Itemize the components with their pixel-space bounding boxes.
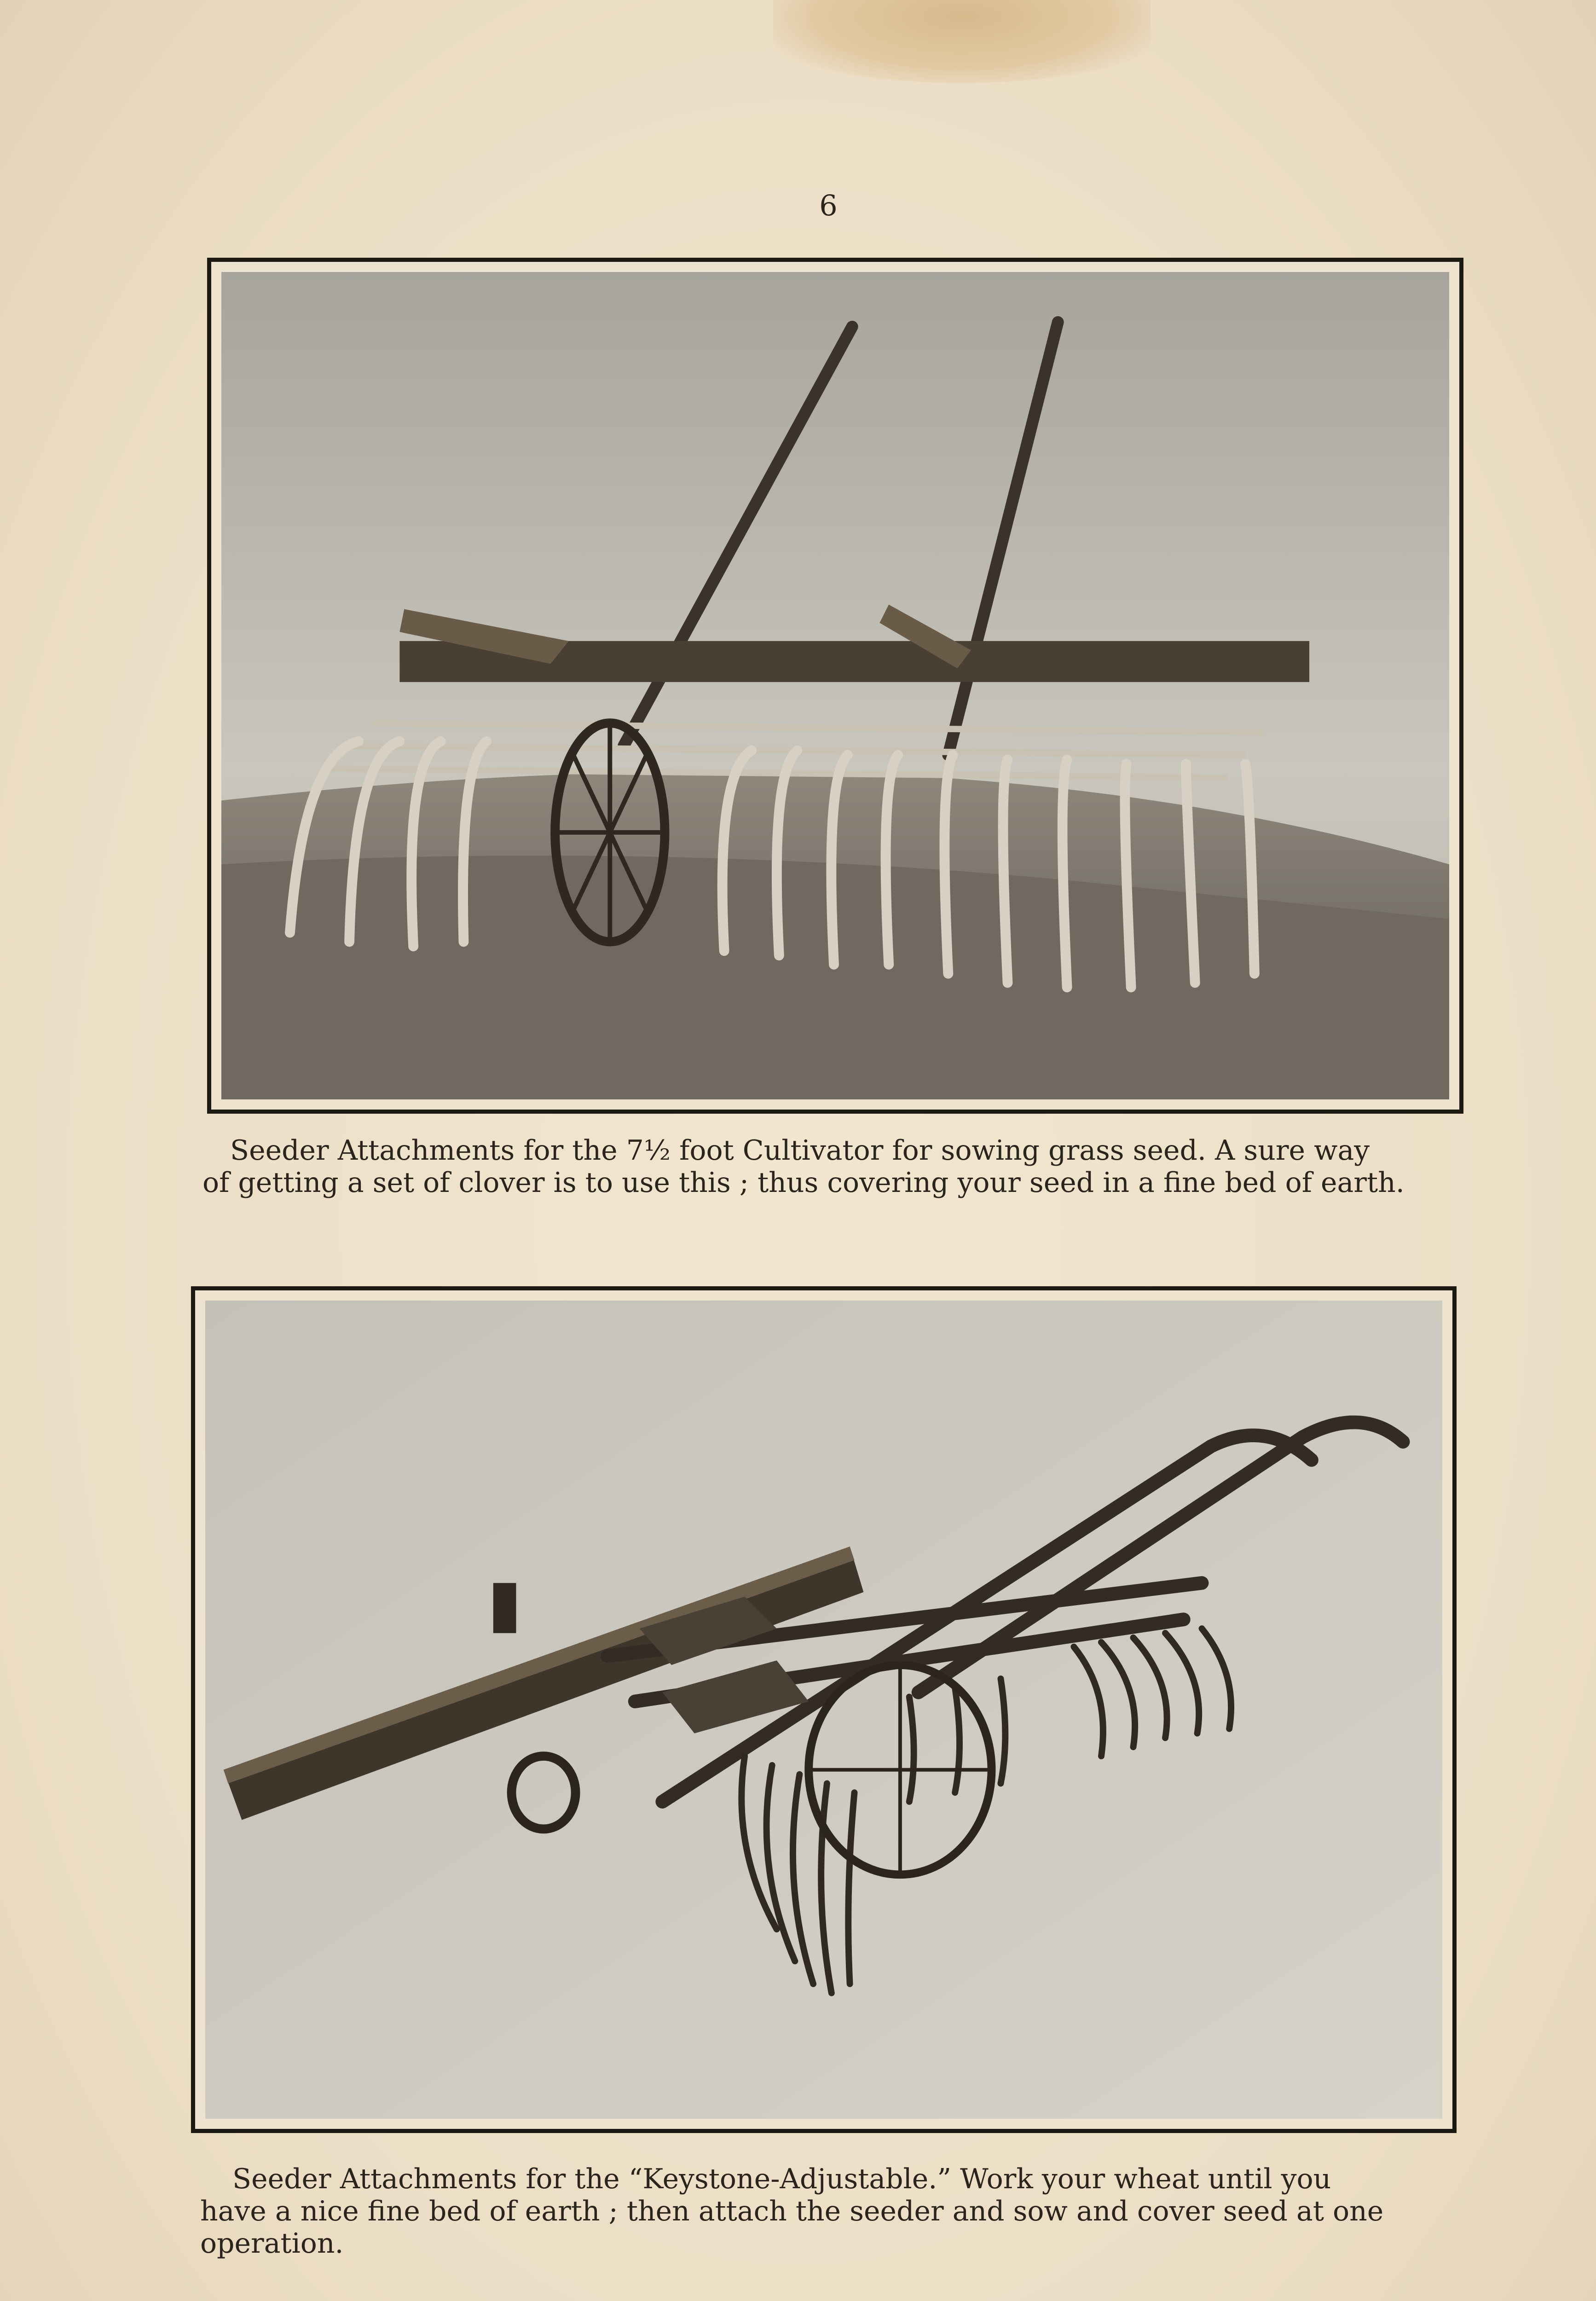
caption-line: of getting a set of clover is to use this ; thus covering your seed in a fine bed of earth. — [202, 1167, 1405, 1199]
keystone-illustration — [205, 1301, 1442, 2119]
page-number: 6 — [819, 189, 838, 222]
paper-stain — [773, 0, 1151, 83]
caption-line: Seeder Attachments for the 7½ foot Cultivator for sowing grass seed. A sure way — [230, 1134, 1370, 1167]
caption-cultivator — [202, 1134, 1445, 1199]
caption-line: Seeder Attachments for the “Keystone-Adjustable.” Work your wheat until you — [232, 2163, 1331, 2195]
cultivator-illustration — [221, 272, 1449, 1099]
caption-line: have a nice fine bed of earth ; then attach the seeder and sow and cover seed at one — [200, 2195, 1384, 2227]
photo-keystone-seeder — [191, 1286, 1457, 2133]
caption-line: operation. — [200, 2227, 344, 2260]
photo-cultivator-seeder — [207, 258, 1463, 1114]
caption-keystone — [200, 2163, 1447, 2260]
